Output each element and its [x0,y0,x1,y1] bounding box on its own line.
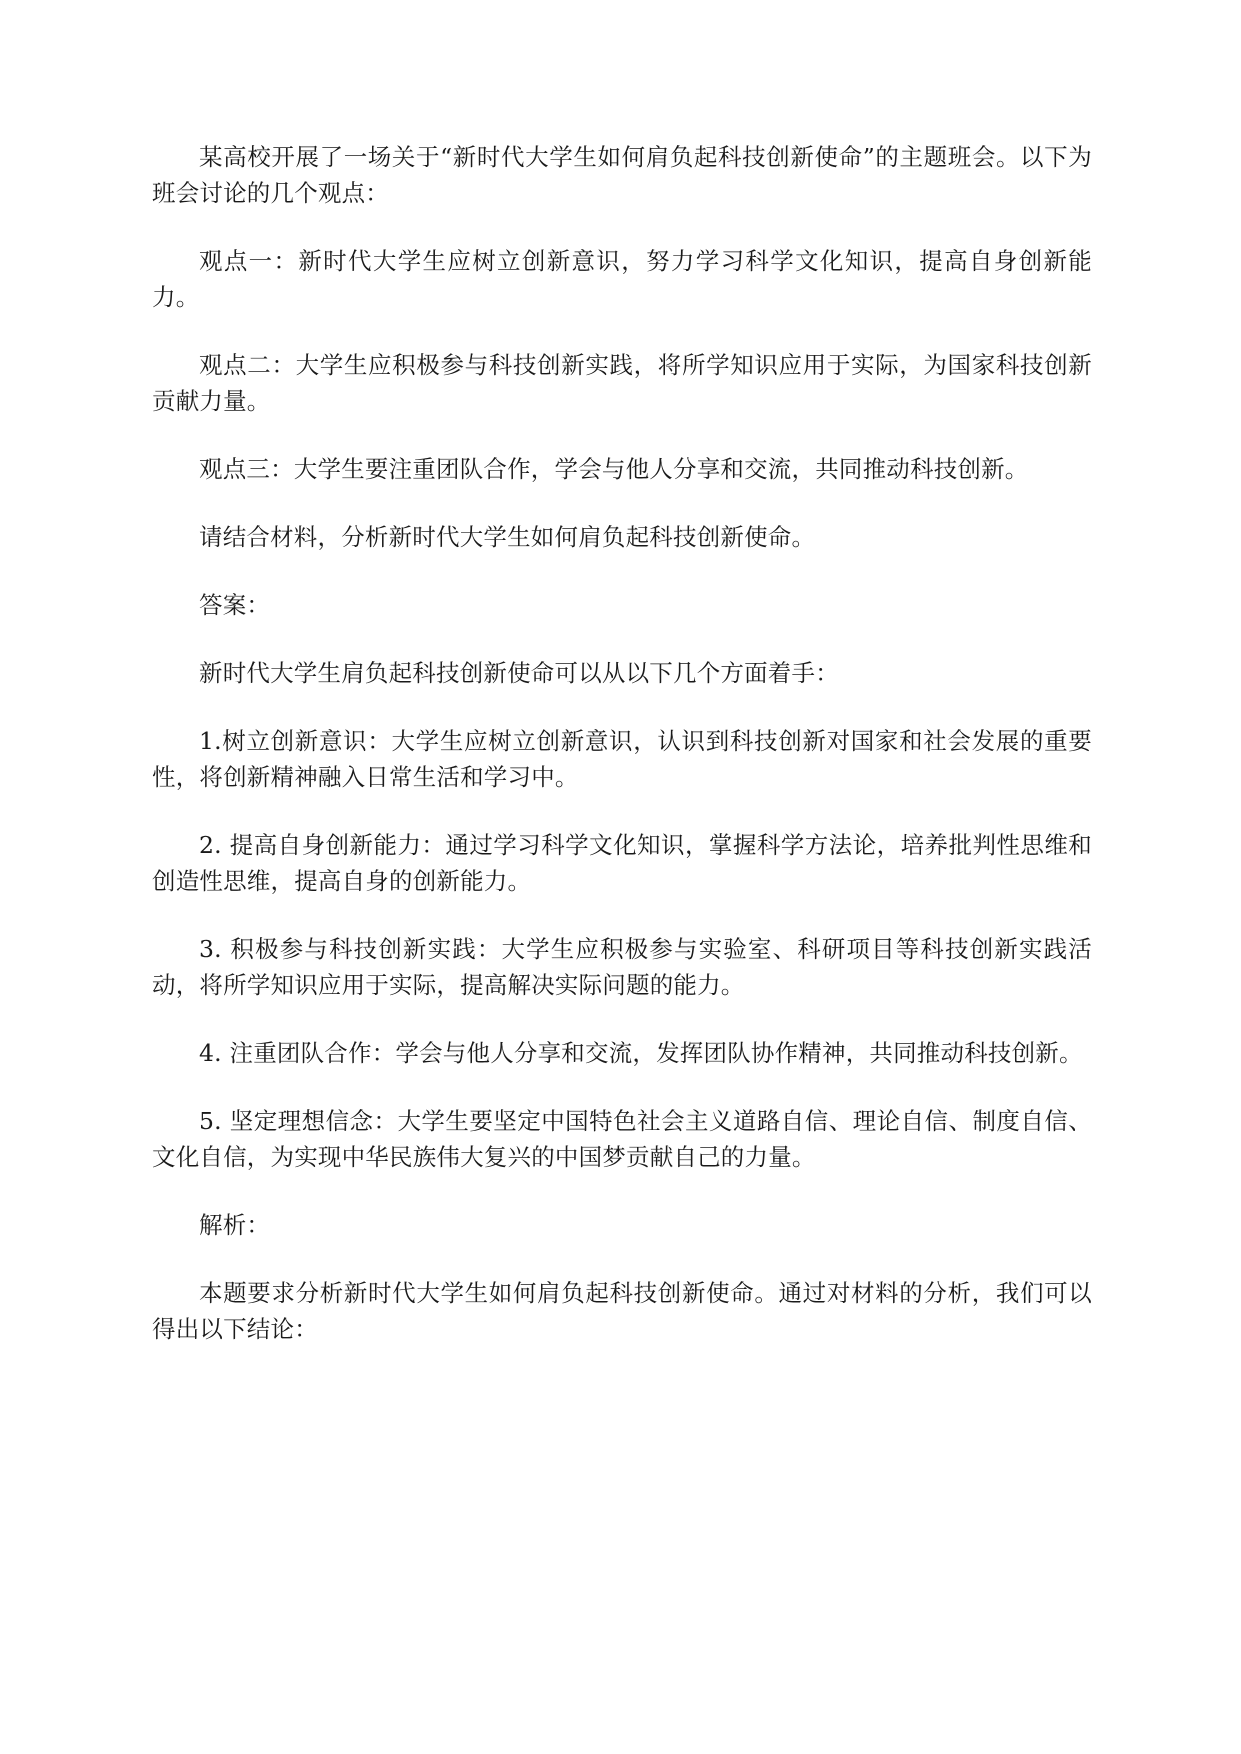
answer-intro: 新时代大学生肩负起科技创新使命可以从以下几个方面着手： [199,659,839,687]
answer-point-5: 5. 坚定理想信念：大学生要坚定中国特色社会主义道路自信、理论自信、制度自信、文化自信，为实现中华民族伟大复兴的中国梦贡献自己的力量。 [152,1107,1092,1171]
answer-point-1: 1.树立创新意识：大学生应树立创新意识，认识到科技创新对国家和社会发展的重要性，将创新精神融入日常生活和学习中。 [152,727,1092,791]
question-prompt: 请结合材料，分析新时代大学生如何肩负起科技创新使命。 [199,523,816,551]
analysis-paragraph: 本题要求分析新时代大学生如何肩负起科技创新使命。通过对材料的分析，我们可以得出以下结论： [152,1279,1092,1343]
intro-paragraph: 某高校开展了一场关于“新时代大学生如何肩负起科技创新使命”的主题班会。以下为班会讨论的几个观点： [152,143,1092,207]
viewpoint-three: 观点三：大学生要注重团队合作，学会与他人分享和交流，共同推动科技创新。 [199,455,1029,483]
answer-heading: 答案： [199,591,271,619]
answer-point-4: 4. 注重团队合作：学会与他人分享和交流，发挥团队协作精神，共同推动科技创新。 [199,1039,1083,1067]
answer-point-3: 3. 积极参与科技创新实践：大学生应积极参与实验室、科研项目等科技创新实践活动，将所学知识应用于实际，提高解决实际问题的能力。 [152,935,1092,999]
viewpoint-one: 观点一：新时代大学生应树立创新意识，努力学习科学文化知识，提高自身创新能力。 [152,247,1092,311]
answer-point-2: 2. 提高自身创新能力：通过学习科学文化知识，掌握科学方法论，培养批判性思维和创造性思维，提高自身的创新能力。 [152,831,1092,895]
analysis-heading: 解析： [199,1211,271,1239]
viewpoint-two: 观点二：大学生应积极参与科技创新实践，将所学知识应用于实际，为国家科技创新贡献力量。 [152,351,1092,415]
document-page [152,139,1092,1379]
